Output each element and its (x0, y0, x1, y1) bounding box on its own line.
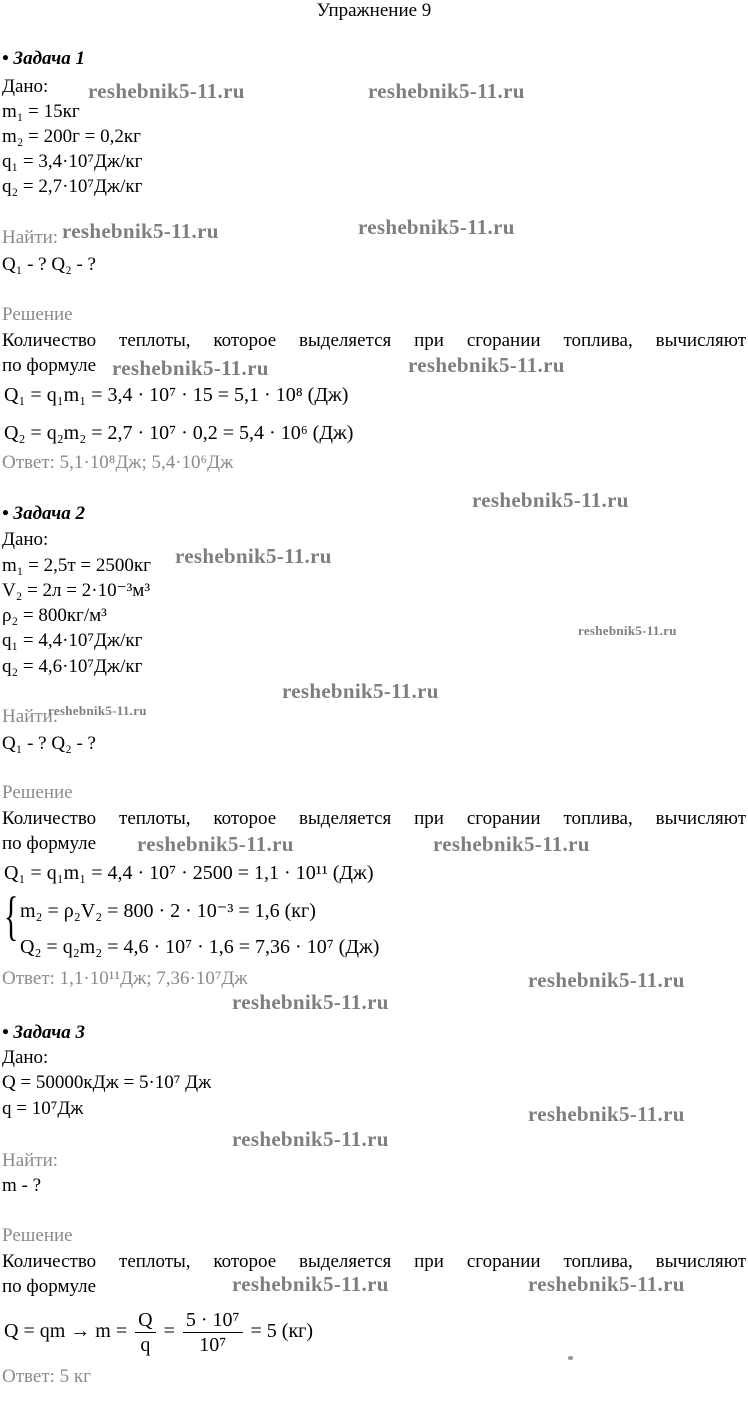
task2-given-4: q₁ = 4,4·10⁷Дж/кг (2, 630, 143, 651)
task1-formula-2: Q₂ = q₂m₂ = 2,7 · 10⁷ · 0,2 = 5,4 · 10⁶ (Дж) (4, 422, 354, 444)
task2-find: Q₁ - ? Q₂ - ? (2, 733, 96, 754)
formula-left: Q = qm → m = (4, 1320, 128, 1343)
task2-formula-3: Q₂ = q₂m₂ = 4,6 · 10⁷ · 1,6 = 7,36 · 10⁷ (Дж) (20, 936, 380, 958)
task1-answer: Ответ: 5,1·10⁸Дж; 5,4·10⁶Дж (2, 452, 234, 473)
fraction-q-over-q (135, 1308, 155, 1357)
watermark: reshebnik5-11.ru (232, 1127, 389, 1151)
task3-find: m - ? (2, 1175, 42, 1196)
task1-given-2: m₂ = 200г = 0,2кг (2, 126, 141, 147)
task3-text-2: по формуле (2, 1276, 97, 1297)
fraction-denominator: 10⁷ (199, 1334, 227, 1356)
watermark: reshebnik5-11.ru (48, 703, 147, 718)
watermark: reshebnik5-11.ru (112, 356, 269, 380)
task2-answer: Ответ: 1,1·10¹¹Дж; 7,36·10⁷Дж (2, 968, 248, 989)
task1-find-label: Найти: (2, 227, 59, 248)
task2-formula-1: Q₁ = q₁m₁ = 4,4 · 10⁷ · 2500 = 1,1 · 10¹¹ (Дж) (4, 862, 374, 884)
task1-given-3: q₁ = 3,4·10⁷Дж/кг (2, 151, 143, 172)
watermark: reshebnik5-11.ru (472, 488, 629, 512)
watermark: reshebnik5-11.ru (528, 968, 685, 992)
task3-find-label: Найти: (2, 1150, 59, 1171)
task3-given-1: Q = 50000кДж = 5·10⁷ Дж (2, 1072, 212, 1093)
task2-text-1: Количество теплоты, которое выделяется при сгорании топлива, вычисляют (2, 808, 746, 829)
task3-given-label: Дано: (2, 1047, 49, 1068)
fraction-numerator: Q (135, 1308, 155, 1333)
task3-formula (4, 1308, 313, 1357)
task3-given-2: q = 10⁷Дж (2, 1098, 84, 1119)
task3-text-1: Количество теплоты, которое выделяется при сгорании топлива, вычисляют (2, 1251, 746, 1272)
formula-equals: = (163, 1320, 175, 1343)
task3-solution-label: Решение (2, 1225, 73, 1246)
task3-heading: • Задача 3 (2, 1022, 85, 1043)
watermark: reshebnik5-11.ru (232, 990, 389, 1014)
watermark: reshebnik5-11.ru (88, 79, 245, 103)
task2-given-3: ρ₂ = 800кг/м³ (2, 605, 107, 626)
task3-answer: Ответ: 5 кг (2, 1366, 91, 1387)
fraction-numerator: 5 · 10⁷ (183, 1308, 243, 1333)
task1-find: Q₁ - ? Q₂ - ? (2, 254, 96, 275)
watermark: reshebnik5-11.ru (368, 79, 525, 103)
task2-given-label: Дано: (2, 529, 49, 550)
scan-speck (568, 1356, 573, 1360)
task1-given-label: Дано: (2, 76, 49, 97)
formula-result: = 5 (кг) (250, 1320, 314, 1343)
watermark: reshebnik5-11.ru (62, 219, 219, 243)
watermark: reshebnik5-11.ru (175, 544, 332, 568)
task2-find-label: Найти: (2, 706, 59, 727)
task1-formula-1: Q₁ = q₁m₁ = 3,4 · 10⁷ · 15 = 5,1 · 10⁸ (Дж) (4, 384, 349, 406)
task1-given-1: m₁ = 15кг (2, 101, 80, 122)
task2-text-2: по формуле (2, 833, 97, 854)
task2-heading: • Задача 2 (2, 503, 85, 524)
task1-text-1: Количество теплоты, которое выделяется при сгорании топлива, вычисляют (2, 330, 746, 351)
task2-given-5: q₂ = 4,6·10⁷Дж/кг (2, 656, 143, 677)
task1-solution-label: Решение (2, 304, 73, 325)
watermark: reshebnik5-11.ru (282, 679, 439, 703)
task2-given-1: m₁ = 2,5т = 2500кг (2, 555, 151, 576)
page-title: Упражнение 9 (316, 0, 432, 21)
watermark: reshebnik5-11.ru (408, 353, 565, 377)
fraction-values (183, 1308, 243, 1357)
task1-text-2: по формуле (2, 355, 97, 376)
watermark: reshebnik5-11.ru (528, 1272, 685, 1296)
task1-heading: • Задача 1 (2, 48, 85, 69)
watermark: reshebnik5-11.ru (137, 832, 294, 856)
task2-formula-2: m₂ = ρ₂V₂ = 800 · 2 · 10⁻³ = 1,6 (кг) (20, 900, 316, 922)
watermark: reshebnik5-11.ru (433, 832, 590, 856)
task2-solution-label: Решение (2, 782, 73, 803)
watermark: reshebnik5-11.ru (528, 1102, 685, 1126)
fraction-denominator: q (140, 1334, 151, 1356)
task2-given-2: V₂ = 2л = 2·10⁻³м³ (2, 580, 151, 601)
system-brace: { (4, 886, 19, 946)
watermark: reshebnik5-11.ru (358, 215, 515, 239)
watermark: reshebnik5-11.ru (232, 1272, 389, 1296)
task1-given-4: q₂ = 2,7·10⁷Дж/кг (2, 176, 143, 197)
watermark: reshebnik5-11.ru (578, 623, 677, 638)
